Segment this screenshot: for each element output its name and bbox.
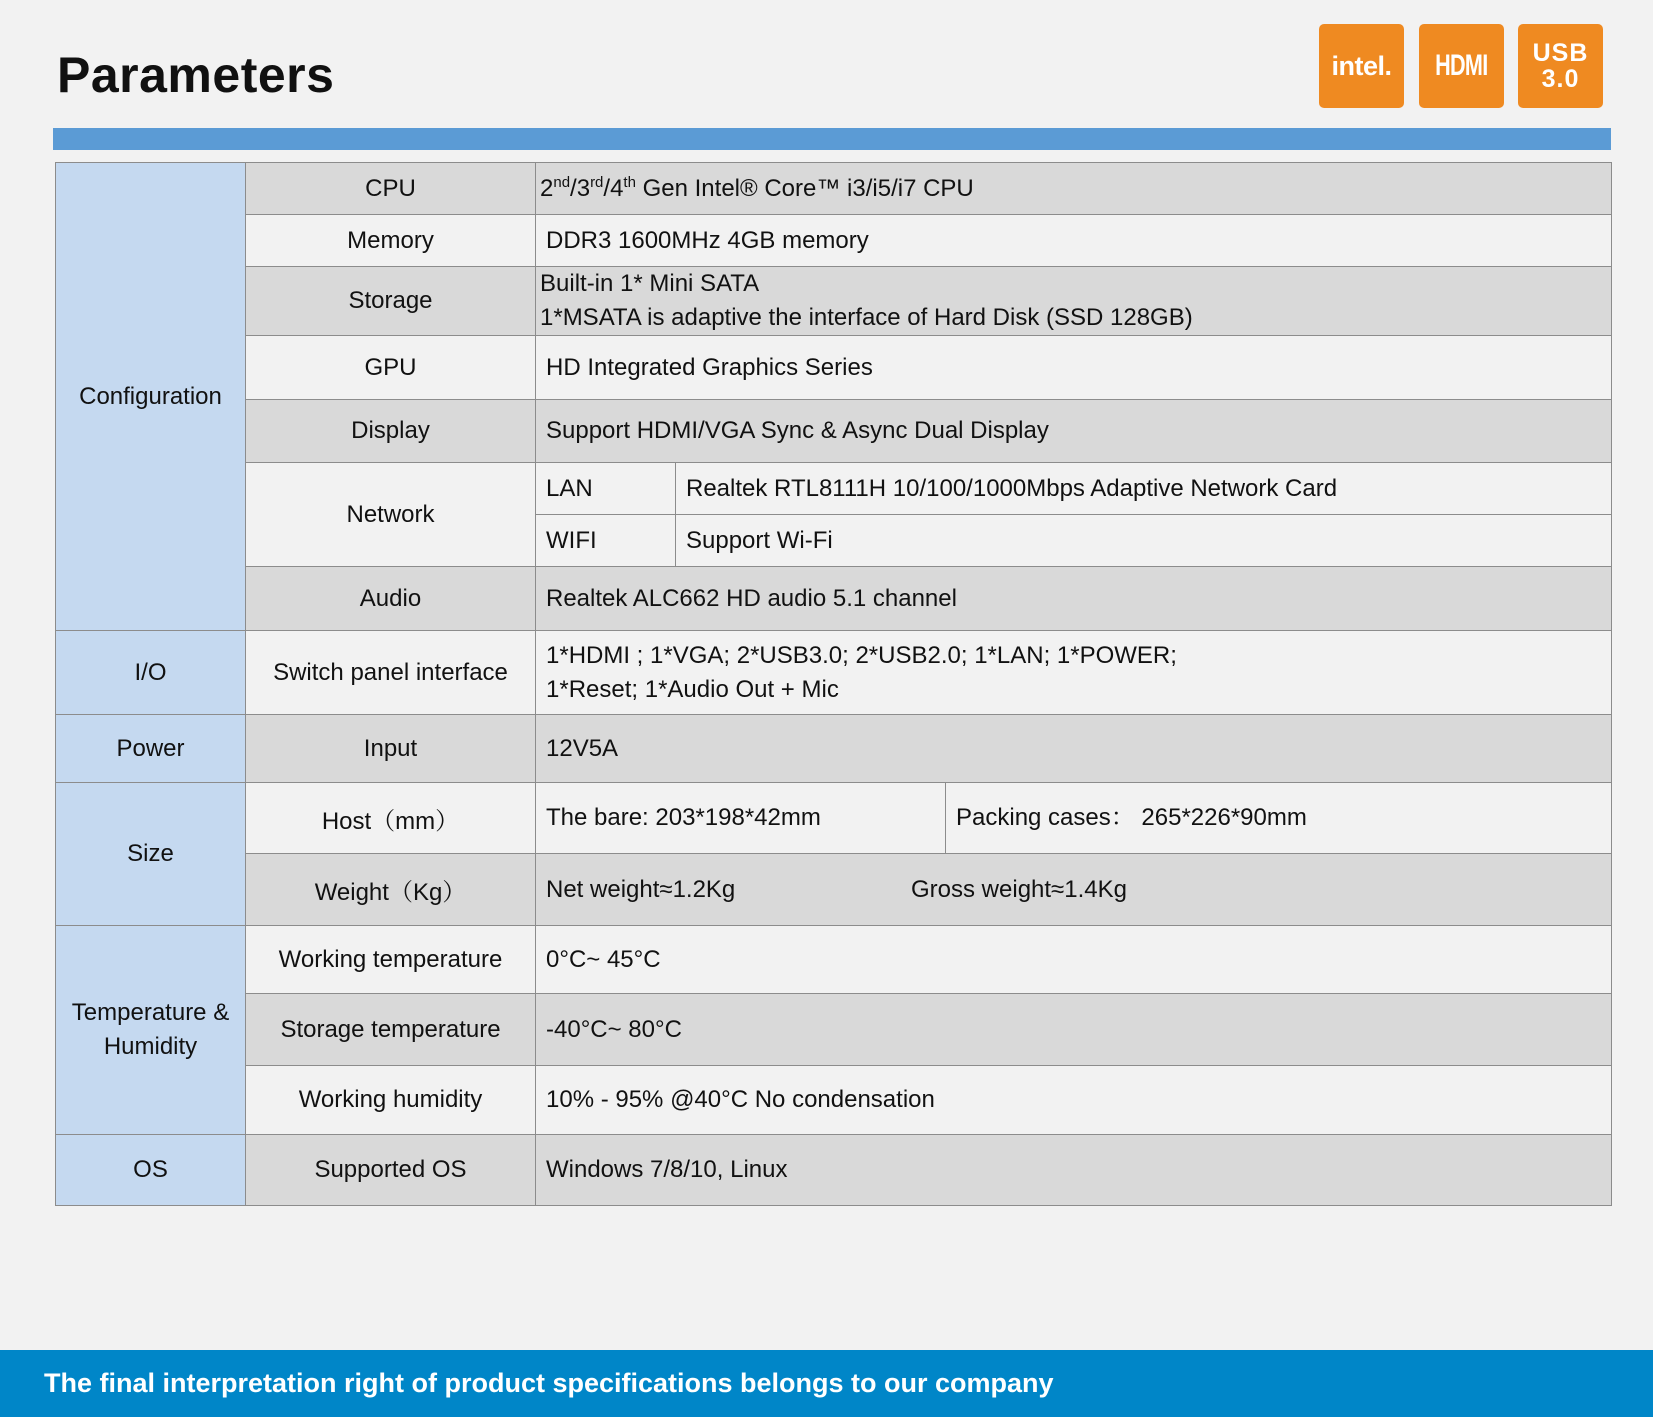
- value-display: Support HDMI/VGA Sync & Async Dual Display: [536, 400, 1612, 463]
- category-size: Size: [56, 783, 246, 926]
- row-memory: [56, 215, 1612, 267]
- value-storage-temp: -40°C~ 80°C: [536, 994, 1612, 1066]
- row-working-humidity: [56, 1066, 1612, 1135]
- category-configuration: Configuration: [56, 163, 246, 631]
- value-memory: DDR3 1600MHz 4GB memory: [536, 215, 1612, 267]
- row-storage: [56, 267, 1612, 336]
- value-host-packing: Packing cases： 265*226*90mm: [946, 783, 1612, 854]
- row-working-temp: [56, 926, 1612, 994]
- footer-text: The final interpretation right of product specifications belongs to our company: [44, 1368, 1054, 1398]
- value-cpu: 2nd/3rd/4th Gen Intel® Core™ i3/i5/i7 CPU: [536, 163, 1612, 215]
- usb-3-logo: USB 3.0: [1518, 24, 1603, 108]
- row-gpu: [56, 336, 1612, 400]
- item-audio: Audio: [246, 567, 536, 631]
- network-lan-label: LAN: [536, 463, 676, 515]
- row-display: [56, 400, 1612, 463]
- hdmi-logo: HDMI: [1419, 24, 1504, 108]
- category-os: OS: [56, 1135, 246, 1206]
- network-wifi-label: WIFI: [536, 515, 676, 567]
- value-weight: [536, 854, 1612, 926]
- parameters-table: [55, 162, 1612, 1206]
- item-input: Input: [246, 715, 536, 783]
- item-switch-panel: Switch panel interface: [246, 631, 536, 715]
- value-working-temp: 0°C~ 45°C: [536, 926, 1612, 994]
- row-cpu: [56, 163, 1612, 215]
- value-gpu: HD Integrated Graphics Series: [536, 336, 1612, 400]
- category-temperature-humidity: Temperature & Humidity: [56, 926, 246, 1135]
- item-host: Host（mm）: [246, 783, 536, 854]
- item-cpu: CPU: [246, 163, 536, 215]
- row-network-lan: [56, 463, 1612, 515]
- page-title: Parameters: [57, 47, 335, 103]
- item-storage-temp: Storage temperature: [246, 994, 536, 1066]
- gross-weight: Gross weight≈1.4Kg: [911, 875, 1127, 903]
- row-switch-panel: [56, 631, 1612, 715]
- item-supported-os: Supported OS: [246, 1135, 536, 1206]
- header-divider-bar: [53, 128, 1611, 150]
- value-working-humidity: 10% - 95% @40°C No condensation: [536, 1066, 1612, 1135]
- category-power: Power: [56, 715, 246, 783]
- item-display: Display: [246, 400, 536, 463]
- item-gpu: GPU: [246, 336, 536, 400]
- value-storage: Built-in 1* Mini SATA 1*MSATA is adaptive the interface of Hard Disk (SSD 128GB): [536, 267, 1612, 336]
- row-host: [56, 783, 1612, 854]
- value-supported-os: Windows 7/8/10, Linux: [536, 1135, 1612, 1206]
- item-memory: Memory: [246, 215, 536, 267]
- item-storage: Storage: [246, 267, 536, 336]
- network-wifi-value: Support Wi-Fi: [676, 515, 1612, 567]
- value-switch-panel: 1*HDMI ; 1*VGA; 2*USB3.0; 2*USB2.0; 1*LAN; 1*POWER; 1*Reset; 1*Audio Out + Mic: [536, 631, 1612, 715]
- network-lan-value: Realtek RTL8111H 10/100/1000Mbps Adaptive Network Card: [676, 463, 1612, 515]
- net-weight: Net weight≈1.2Kg: [546, 875, 736, 903]
- item-working-humidity: Working humidity: [246, 1066, 536, 1135]
- item-network: Network: [246, 463, 536, 567]
- value-host-bare: The bare: 203*198*42mm: [536, 783, 946, 854]
- item-weight: Weight（Kg）: [246, 854, 536, 926]
- row-weight: [56, 854, 1612, 926]
- item-working-temp: Working temperature: [246, 926, 536, 994]
- intel-logo: intel.: [1319, 24, 1404, 108]
- row-storage-temp: [56, 994, 1612, 1066]
- value-input: 12V5A: [536, 715, 1612, 783]
- row-input: [56, 715, 1612, 783]
- value-audio: Realtek ALC662 HD audio 5.1 channel: [536, 567, 1612, 631]
- row-audio: [56, 567, 1612, 631]
- row-supported-os: [56, 1135, 1612, 1206]
- footer-bar: [0, 1350, 1653, 1417]
- category-io: I/O: [56, 631, 246, 715]
